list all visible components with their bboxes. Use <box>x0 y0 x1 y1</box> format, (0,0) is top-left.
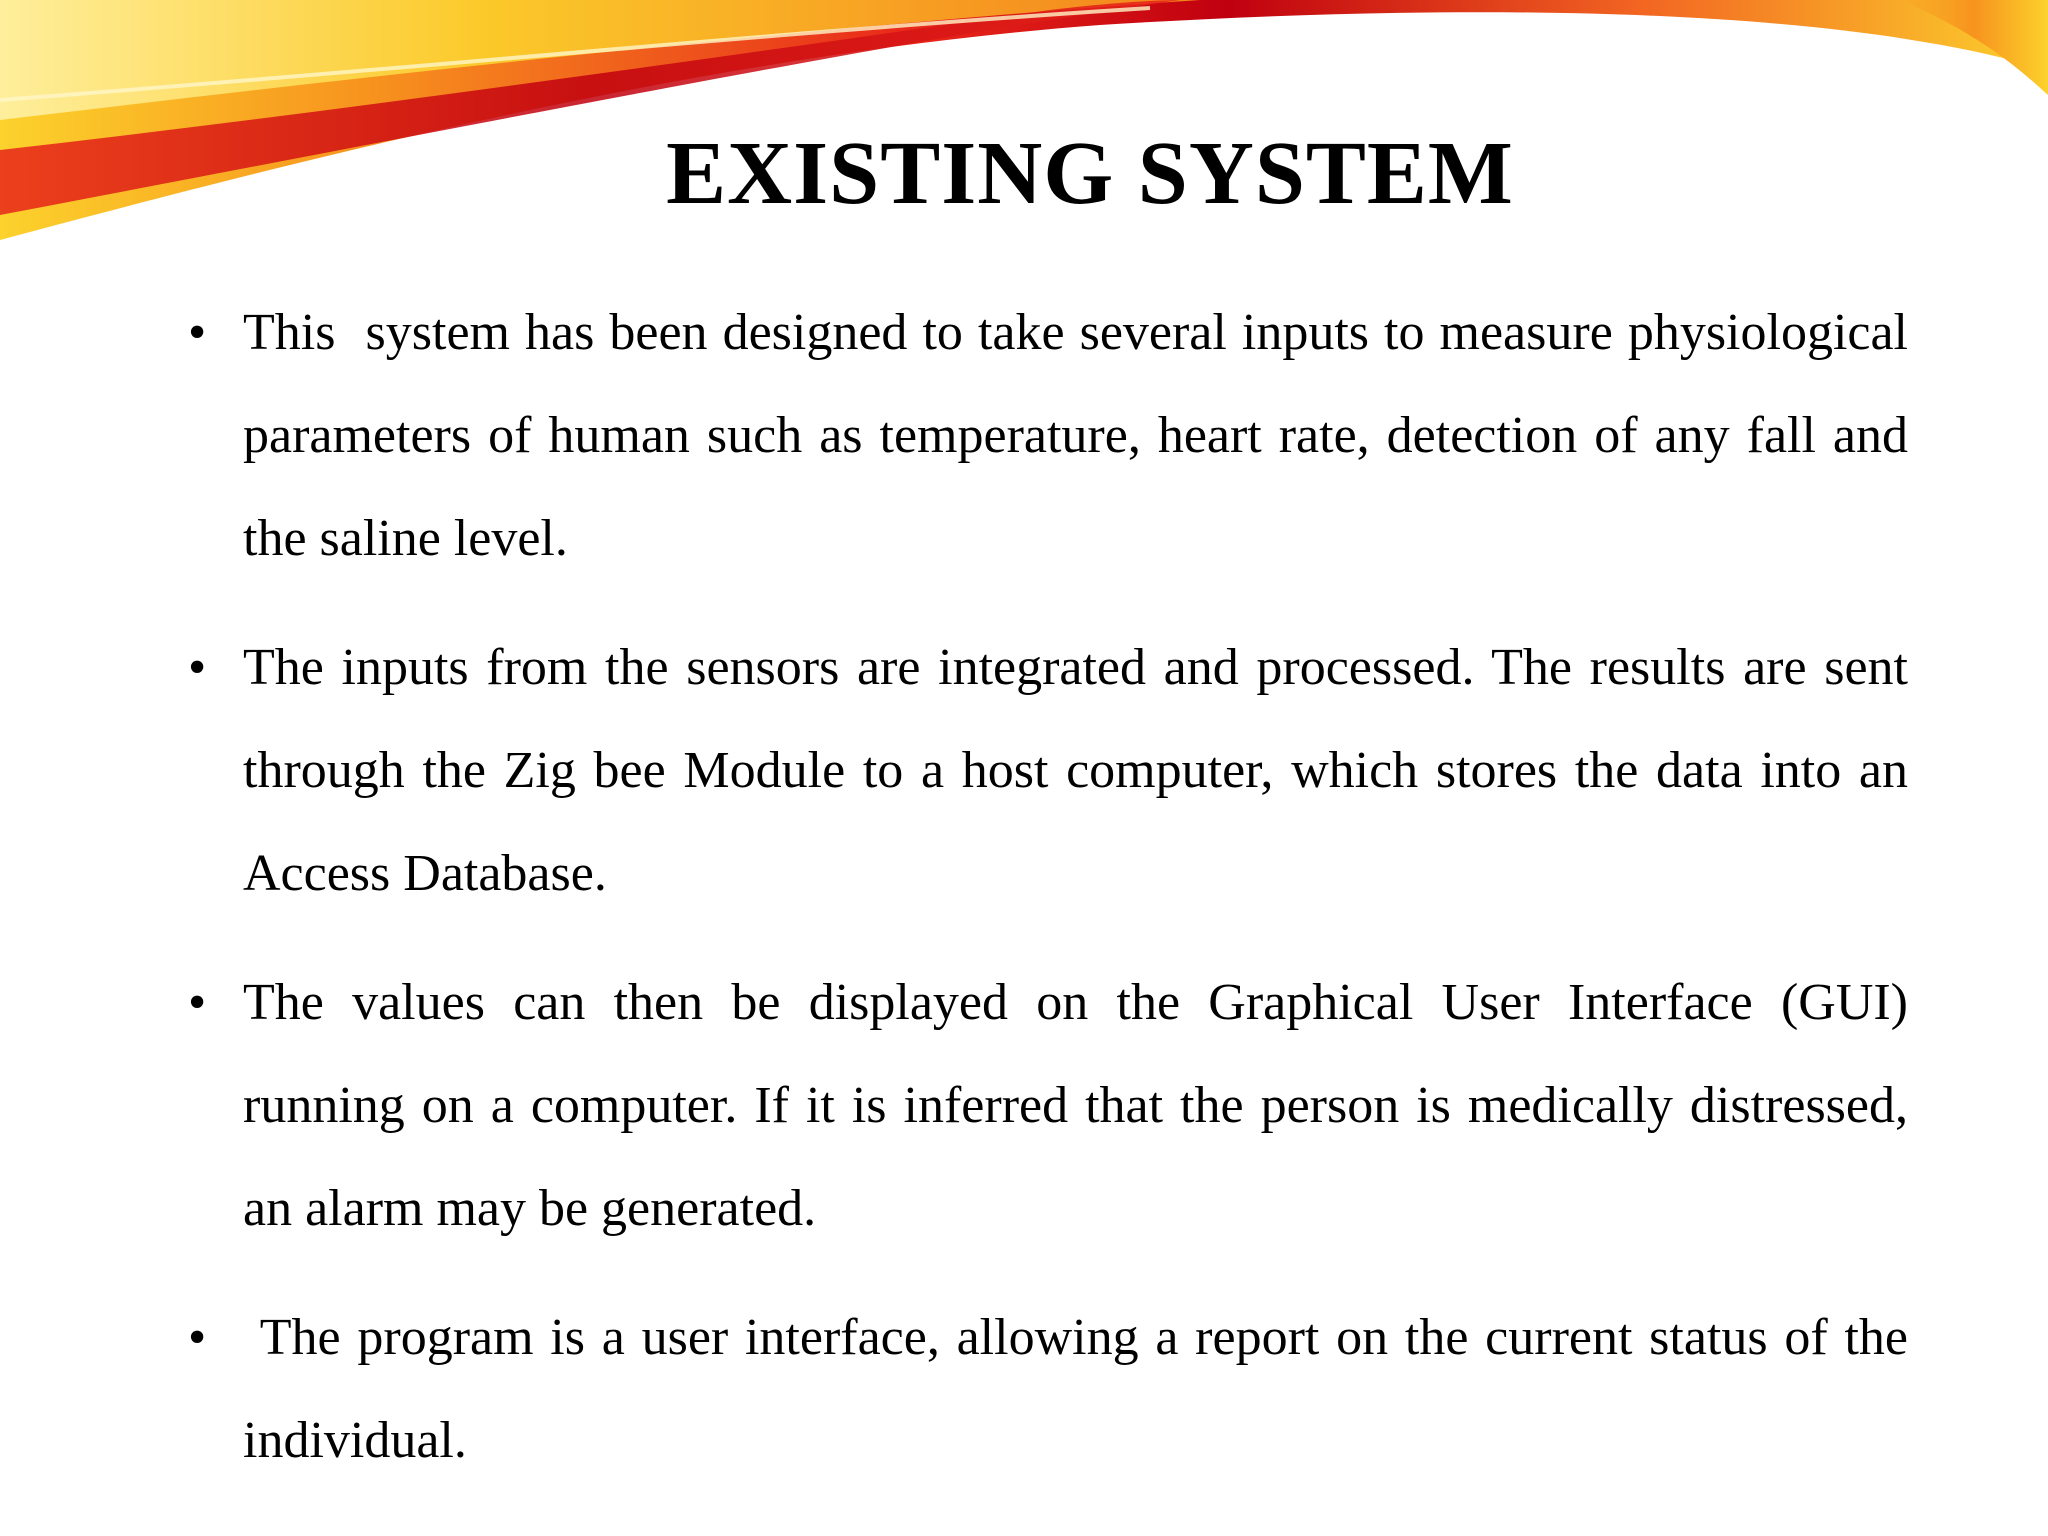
bullet-icon: • <box>188 974 207 1031</box>
bullet-text: The inputs from the sensors are integrated and processed. The results are sent through the Zig bee Module to a host computer, which stores the data into an Access Database. <box>243 639 1921 902</box>
page-title: EXISTING SYSTEM <box>666 124 1514 223</box>
bullet-text: The program is a user interface, allowing a report on the current status of the individual. <box>243 1309 1921 1469</box>
list-item <box>0 281 2048 590</box>
list-item <box>0 1286 2048 1492</box>
bullet-text: This system has been designed to take several inputs to measure physiological parameters of human such as temperature, heart rate, detection of any fall and the saline level. <box>243 304 1921 567</box>
bullet-icon: • <box>188 304 207 361</box>
list-item <box>0 951 2048 1260</box>
bullet-icon: • <box>188 639 207 696</box>
bullet-list <box>0 281 2048 1518</box>
list-item <box>0 616 2048 925</box>
bullet-icon: • <box>188 1309 207 1366</box>
bullet-text: The values can then be displayed on the Graphical User Interface (GUI) running on a computer. If it is inferred that the person is medically distressed, an alarm may be generated. <box>243 974 1921 1237</box>
